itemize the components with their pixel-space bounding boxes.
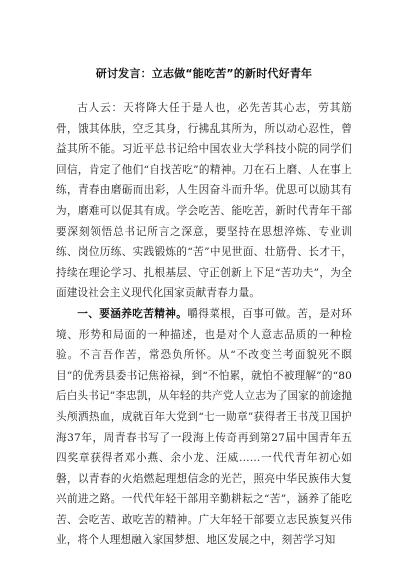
intro-paragraph — [56, 98, 352, 304]
section-one-heading: 一、要涵养吃苦精神。 — [77, 307, 188, 320]
document-title: 研讨发言：立志做“能吃苦”的新时代好青年 — [95, 67, 313, 80]
intro-paragraph-text: 古人云：天将降大任于是人也，必先苦其心志，劳其筋骨，饿其体肤，空乏其身，行拂乱其所为，所以动心忍性，曾益其所不能。习近平总书记给中国农业大学科技小院的同学们回信，肯定了他们“自找苦吃”的精神。刀在石上磨、人在事上练，青春由磨砺而出彩，人生因奋斗而升华。优思可以励其有为，磨难可以促其有成。学会吃苦、能吃苦，新时代青年干部要深刻领悟总书记所言之深意，要坚持在思想淬炼、专业训练、岗位历练、实践锻炼的“苦”中见世面、壮筋骨、长才干，持续在理论学习、扎根基层、守正创新上下足“苦功夫”，为全面建设社会主义现代化国家贡献青春力量。 — [56, 102, 352, 300]
section-one-paragraph — [56, 304, 352, 551]
section-one-text: 嚼得菜根，百事可做。苦，是对环境、形势和局面的一种描述，也是对个人意志品质的一种检验。不言吾作苦，常恐负所怀。从“不改变兰考面貌死不瞑目”的优秀县委书记焦裕禄，到“不怕累，就怕不被理解”的“80后白头书记”李忠凯，从年轻的共产党人立志为了国家的前途抛头颅洒热血，成就百年大党到“七一勋章”获得者王书茂卫国护海37年，周青春书写了一段海上传奇再到第27届中国青年五四奖章获得者邓小燕、余小龙、汪威……一代代青年初心如磐，以青春的火焰燃起理想信念的光芒，照亮中华民族伟大复兴前进之路。一代代年轻干部用辛勤耕耘之“苦”，涵养了能吃苦、会吃苦、敢吃苦的精神。广大年轻干部要立志民族复兴伟业，将个人理想融入家国梦想、地区发展之中，刻苦学习知 — [56, 307, 353, 547]
